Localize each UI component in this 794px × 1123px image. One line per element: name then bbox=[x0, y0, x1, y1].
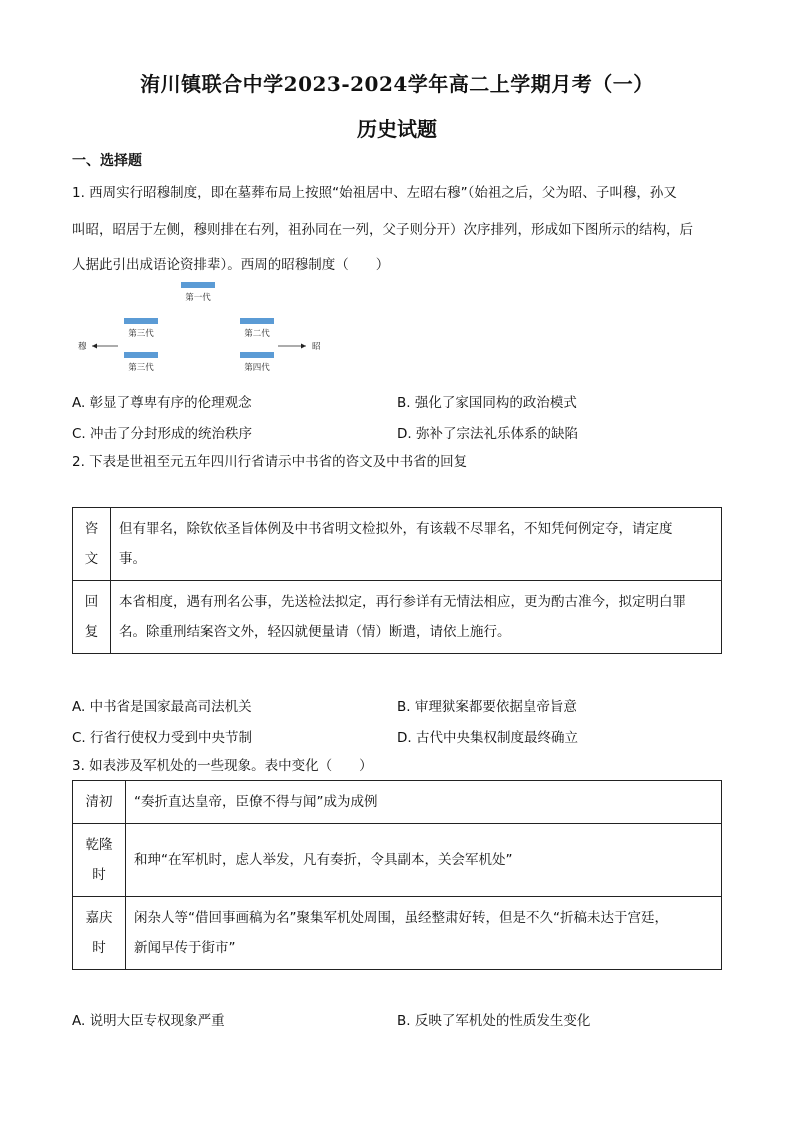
head-char: 乾隆 bbox=[85, 837, 113, 853]
mu-label: 穆 bbox=[78, 342, 87, 352]
head-char: 文 bbox=[84, 551, 99, 567]
arrow-left-head bbox=[92, 344, 97, 349]
page-title: 洧川镇联合中学2023-2024学年高二上学期月考（一） bbox=[140, 72, 654, 96]
gen2-label: 第二代 bbox=[244, 329, 270, 339]
section-heading: 一、选择题 bbox=[72, 153, 142, 169]
table-head-cell bbox=[73, 824, 126, 897]
head-char: 时 bbox=[92, 940, 106, 956]
cell-line: 本省相度，遇有刑名公事，先送检法拟定，再行参详有无情法相应，更为酌古准今，拟定明白罪 bbox=[119, 594, 686, 610]
table-row bbox=[73, 897, 722, 970]
table-row bbox=[73, 508, 722, 581]
table-row bbox=[73, 581, 722, 654]
q1-line2: 叫昭，昭居于左侧，穆则排在右列，祖孙同在一列，父子则分开）次序排列，形成如下图所示的结构，后 bbox=[72, 222, 693, 238]
table-content-cell bbox=[126, 897, 722, 970]
zhaomu-diagram bbox=[70, 278, 340, 378]
head-char: 咨 bbox=[84, 521, 99, 537]
q2-table bbox=[72, 507, 722, 654]
table-content-cell bbox=[126, 781, 722, 824]
gen5-label: 第三代 bbox=[128, 363, 154, 373]
q1-line1: 1. 西周实行昭穆制度，即在墓葬布局上按照“始祖居中、左昭右穆”（始祖之后，父为昭、子叫穆，孙又 bbox=[72, 185, 677, 201]
table-content-cell bbox=[126, 824, 722, 897]
table-row bbox=[73, 824, 722, 897]
q1-line3: 人据此引出成语论资排辈）。西周的昭穆制度（ ） bbox=[72, 257, 390, 273]
table-head-cell bbox=[73, 581, 111, 654]
cell-line: 闲杂人等“借回事画稿为名”聚集军机处周围，虽经整肃好转，但是不久“折稿未达于宫廷， bbox=[134, 910, 668, 926]
q1-option-b[interactable]: B. 强化了家国同构的政治模式 bbox=[397, 395, 577, 411]
head-char: 复 bbox=[84, 624, 99, 640]
head-char: 时 bbox=[92, 867, 106, 883]
q2-stem: 2. 下表是世祖至元五年四川行省请示中书省的咨文及中书省的回复 bbox=[72, 454, 468, 470]
head-char: 清初 bbox=[85, 794, 113, 810]
arrow-right-head bbox=[301, 344, 306, 349]
table-content-cell bbox=[111, 508, 722, 581]
q3-stem: 3. 如表涉及军机处的一些现象。表中变化（ ） bbox=[72, 758, 373, 774]
q3-option-b[interactable]: B. 反映了军机处的性质发生变化 bbox=[397, 1013, 591, 1029]
table-head-cell bbox=[73, 897, 126, 970]
q2-option-a[interactable]: A. 中书省是国家最高司法机关 bbox=[72, 699, 252, 715]
table-row bbox=[73, 781, 722, 824]
gen1-label: 第一代 bbox=[185, 293, 211, 303]
q2-option-d[interactable]: D. 古代中央集权制度最终确立 bbox=[397, 730, 578, 746]
q1-option-d[interactable]: D. 弥补了宗法礼乐体系的缺陷 bbox=[397, 426, 578, 442]
cell-line: “奏折直达皇帝，臣僚不得与闻”成为成例 bbox=[134, 794, 378, 810]
q3-option-a[interactable]: A. 说明大臣专权现象严重 bbox=[72, 1013, 225, 1029]
gen4-label: 第四代 bbox=[244, 363, 270, 373]
table-head-cell bbox=[73, 781, 126, 824]
q1-option-c[interactable]: C. 冲击了分封形成的统治秩序 bbox=[72, 426, 253, 442]
zhao-label: 昭 bbox=[312, 342, 321, 352]
q1-option-a[interactable]: A. 彰显了尊卑有序的伦理观念 bbox=[72, 395, 252, 411]
q3-table bbox=[72, 780, 722, 970]
q2-option-c[interactable]: C. 行省行使权力受到中央节制 bbox=[72, 730, 253, 746]
head-char: 回 bbox=[84, 594, 99, 610]
table-head-cell bbox=[73, 508, 111, 581]
gen1-bar bbox=[181, 282, 215, 288]
table-content-cell bbox=[111, 581, 722, 654]
page-subtitle: 历史试题 bbox=[357, 117, 437, 141]
gen2-bar bbox=[240, 318, 274, 324]
gen3-label: 第三代 bbox=[128, 329, 154, 339]
gen4-bar bbox=[240, 352, 274, 358]
gen5-bar bbox=[124, 352, 158, 358]
gen3-bar bbox=[124, 318, 158, 324]
cell-line: 和珅“在军机时，虑人举发，凡有奏折，令具副本，关会军机处” bbox=[134, 852, 513, 868]
cell-line: 事。 bbox=[119, 551, 146, 567]
head-char: 嘉庆 bbox=[85, 910, 113, 926]
cell-line: 但有罪名，除钦依圣旨体例及中书省明文检拟外，有该载不尽罪名，不知凭何例定夺，请定度 bbox=[119, 521, 673, 537]
cell-line: 名。除重刑结案咨文外，轻囚就便量请（情）断遣，请依上施行。 bbox=[119, 624, 511, 640]
q2-option-b[interactable]: B. 审理狱案都要依据皇帝旨意 bbox=[397, 699, 577, 715]
cell-line: 新闻早传于街市” bbox=[134, 940, 236, 956]
